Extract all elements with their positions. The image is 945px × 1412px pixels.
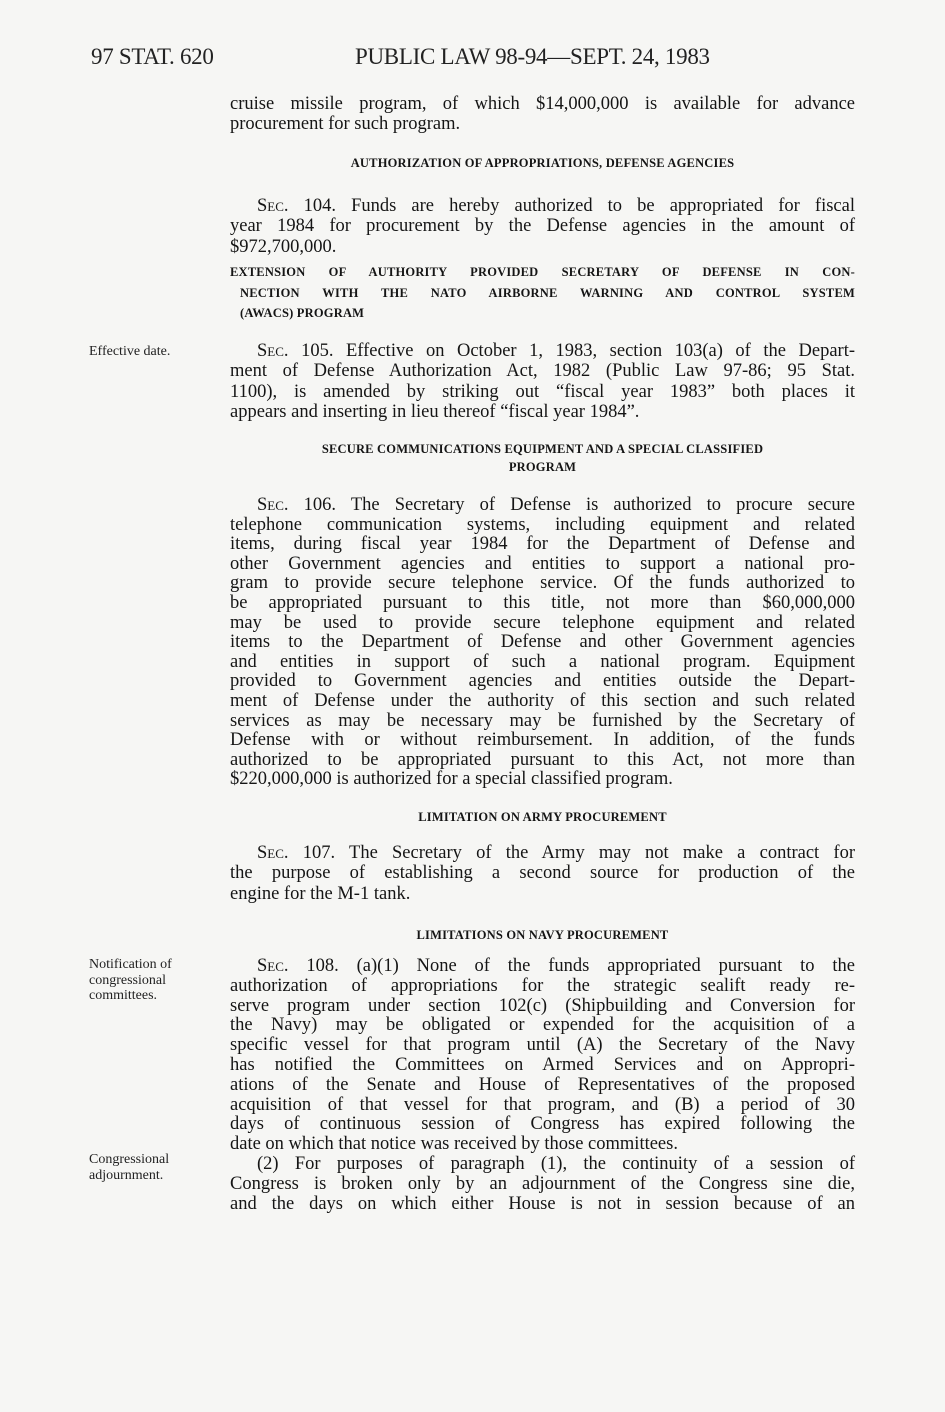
text-line: ations of the Senate and House of Representatives of the proposed bbox=[230, 1074, 855, 1095]
sidenote-line: adjournment. bbox=[89, 1167, 164, 1183]
text-line bbox=[230, 341, 855, 361]
sidenote-line: Congressional bbox=[89, 1152, 170, 1167]
text-line: may be used to provide secure telephone equipment and related bbox=[230, 612, 855, 633]
text-line: specific vessel for that program until (A) the Secretary of the Navy bbox=[230, 1035, 855, 1056]
text: 104. Funds are hereby authorized to be appropriated for fiscal bbox=[288, 196, 855, 216]
text-line: other Government agencies and entities to support a national pro- bbox=[230, 553, 855, 574]
text-line bbox=[230, 196, 855, 216]
text-line: items to the Department of Defense and other Government agencies bbox=[230, 632, 855, 653]
text-line: items, during fiscal year 1984 for the Department of Defense and bbox=[230, 534, 855, 555]
section-104 bbox=[230, 196, 855, 257]
sidenote-line: congressional bbox=[89, 972, 166, 988]
text-line: procurement for such program. bbox=[230, 114, 461, 135]
text-line: Defense with or without reimbursement. In addition, of the funds bbox=[230, 730, 855, 751]
section-heading: LIMITATION ON ARMY PROCUREMENT bbox=[418, 810, 667, 824]
section-107 bbox=[230, 843, 855, 904]
section-heading: LIMITATIONS ON NAVY PROCUREMENT bbox=[416, 928, 669, 942]
text-line: year 1984 for procurement by the Defense agencies in the amount of bbox=[230, 216, 855, 237]
text-line: ment of Defense under the authority of this section and such related bbox=[230, 690, 855, 711]
stat-page-number: 97 STAT. 620 bbox=[91, 44, 214, 69]
sec-label: Sec. bbox=[257, 956, 289, 976]
text-line: services as may be necessary may be furnished by the Secretary of bbox=[230, 710, 855, 731]
heading-line: SECURE COMMUNICATIONS EQUIPMENT AND A SPECIAL CLASSIFIED bbox=[321, 442, 764, 456]
text-line: engine for the M-1 tank. bbox=[230, 883, 411, 904]
heading-line: PROGRAM bbox=[508, 460, 577, 474]
heading-line: (AWACS) PROGRAM bbox=[240, 306, 365, 320]
sidenote-line: Notification of bbox=[89, 957, 172, 972]
text-line bbox=[230, 843, 855, 863]
sec-label: Sec. bbox=[257, 341, 289, 361]
section-106 bbox=[230, 496, 855, 790]
text-line bbox=[230, 956, 855, 976]
section-heading: AUTHORIZATION OF APPROPRIATIONS, DEFENSE AGENCIES bbox=[350, 156, 735, 170]
text-line: be appropriated pursuant to this title, not more than $60,000,000 bbox=[230, 592, 855, 613]
sidenote-effective-date: Effective date. bbox=[89, 344, 171, 359]
sidenote-notification bbox=[89, 957, 172, 1004]
text-line bbox=[230, 496, 855, 516]
text-line: date on which that notice was received by those committees. bbox=[230, 1134, 678, 1155]
sec-label: Sec. bbox=[257, 196, 289, 216]
text-line: days of continuous session of Congress has expired following the bbox=[230, 1114, 855, 1135]
text-line: authorized to be appropriated pursuant to this Act, not more than bbox=[230, 749, 855, 770]
text: 105. Effective on October 1, 1983, section 103(a) of the Depart- bbox=[288, 341, 855, 361]
text-line: the Navy) may be obligated or expended for the acquisition of a bbox=[230, 1015, 855, 1036]
text-line: gram to provide secure telephone service. Of the funds authorized to bbox=[230, 573, 855, 594]
text-line: the purpose of establishing a second source for production of the bbox=[230, 863, 855, 884]
text-line: ment of Defense Authorization Act, 1982 (Public Law 97-86; 95 Stat. bbox=[230, 361, 855, 382]
section-heading bbox=[230, 440, 855, 476]
text: 108. (a)(1) None of the funds appropriated pursuant to the bbox=[288, 956, 855, 976]
text-line: appears and inserting in lieu thereof “fiscal year 1984”. bbox=[230, 402, 640, 423]
running-header-title: PUBLIC LAW 98-94—SEPT. 24, 1983 bbox=[355, 44, 710, 69]
sec-label: Sec. bbox=[257, 495, 289, 515]
section-heading bbox=[230, 262, 855, 324]
text-line: Congress is broken only by an adjournment of the Congress sine die, bbox=[230, 1173, 855, 1194]
intro-paragraph bbox=[230, 94, 855, 135]
text: 106. The Secretary of Defense is authorized to procure secure bbox=[288, 495, 855, 515]
text-line: $220,000,000 is authorized for a special classified program. bbox=[230, 769, 673, 790]
sec-label: Sec. bbox=[257, 843, 289, 863]
text-line: $972,700,000. bbox=[230, 236, 337, 257]
heading-line: NECTION WITH THE NATO AIRBORNE WARNING AND CONTROL SYSTEM bbox=[240, 285, 855, 300]
section-108 bbox=[230, 956, 855, 1213]
text-line: serve program under section 102(c) (Shipbuilding and Conversion for bbox=[230, 995, 855, 1016]
text: 107. The Secretary of the Army may not make a contract for bbox=[288, 843, 855, 863]
text-line: authorization of appropriations for the strategic sealift ready re- bbox=[230, 975, 855, 996]
text-line: (2) For purposes of paragraph (1), the continuity of a session of bbox=[257, 1153, 855, 1174]
text-line: provided to Government agencies and entities outside the Depart- bbox=[230, 671, 855, 692]
sidenote-adjournment bbox=[89, 1152, 169, 1183]
text-line: cruise missile program, of which $14,000,000 is available for advance bbox=[230, 94, 855, 114]
text-line: 1100), is amended by striking out “fiscal year 1983” both places it bbox=[230, 381, 855, 402]
text-line: and entities in support of such a national program. Equipment bbox=[230, 651, 855, 672]
heading-line: EXTENSION OF AUTHORITY PROVIDED SECRETARY OF DEFENSE IN CON- bbox=[230, 265, 855, 279]
text-line: telephone communication systems, including equipment and related bbox=[230, 514, 855, 535]
text-line: has notified the Committees on Armed Services and on Appropri- bbox=[230, 1054, 855, 1075]
section-105 bbox=[230, 341, 855, 423]
sidenote-line: committees. bbox=[89, 988, 158, 1003]
text-line: and the days on which either House is not in session because of an bbox=[230, 1193, 855, 1214]
text-line: acquisition of that vessel for that program, and (B) a period of 30 bbox=[230, 1094, 855, 1115]
